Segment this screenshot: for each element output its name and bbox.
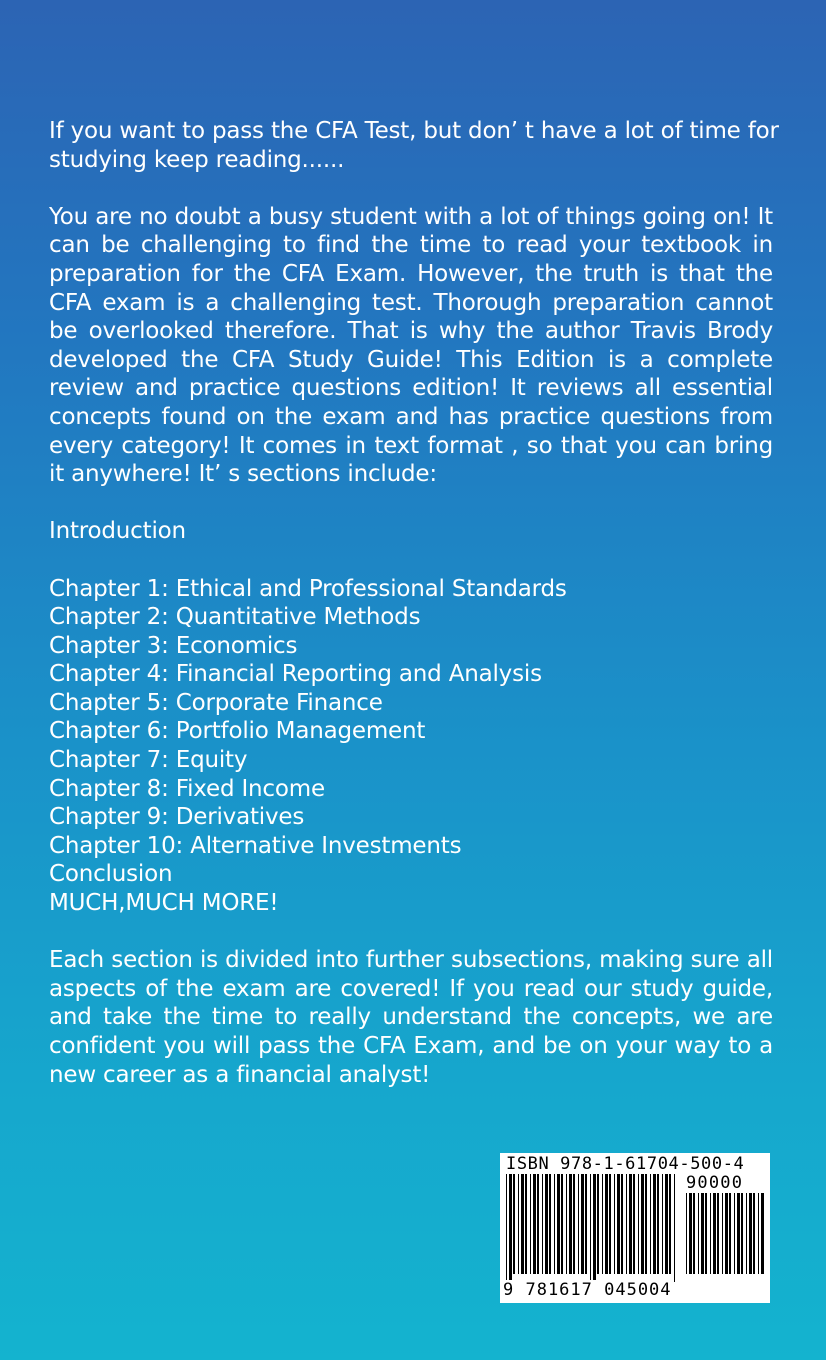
barcode-bar	[705, 1193, 707, 1274]
section-conclusion: Conclusion	[49, 861, 173, 888]
chapter-item: Chapter 10: Alternative Investments	[49, 832, 462, 859]
chapter-item: Chapter 4: Financial Reporting and Analysis	[49, 661, 542, 688]
barcode-bar	[633, 1174, 635, 1274]
barcode-bar	[725, 1193, 728, 1274]
barcode-bar	[561, 1174, 563, 1274]
chapter-item: Chapter 3: Economics	[49, 632, 298, 659]
barcode-bar	[629, 1174, 632, 1274]
closing-paragraph: Each section is divided into further subsections, making sure all aspects of the exam are covered! If you read our study guide, and take the time to really understand the concepts, we are confident you will pass the CFA Exam, and be on your way to a new career as a financial analyst!	[49, 947, 773, 1088]
barcode-bar	[533, 1174, 536, 1274]
back-cover-text	[49, 117, 779, 1089]
barcode-bar	[513, 1174, 515, 1274]
barcode-bar	[578, 1174, 579, 1274]
barcode-bar	[650, 1174, 651, 1274]
isbn-barcode	[500, 1153, 770, 1303]
barcode-bar	[761, 1193, 764, 1274]
barcode-bar	[569, 1174, 572, 1274]
chapter-item: Chapter 1: Ethical and Professional Standards	[49, 575, 567, 602]
barcode-bars	[506, 1174, 676, 1282]
isbn-label: ISBN 978-1-61704-500-4	[506, 1154, 745, 1174]
barcode-bar	[665, 1174, 668, 1274]
barcode-bar	[638, 1174, 639, 1274]
barcode-bar	[734, 1193, 735, 1274]
description-paragraph: You are no doubt a busy student with a lot of things going on! It can be challenging to find the time to read your textbook in preparation for the CFA Exam. However, the truth is that the CFA exam is a challenging test. Thorough preparation cannot be overlooked therefore. That is why the author Travis Brody developed the CFA Study Guide! This Edition is a complete review and practice questions edition! It reviews all essential concepts found on the exam and has practice questions from every category! It comes in text format , so that you can bring it anywhere! It’ s sections include:	[49, 203, 773, 488]
barcode-bar	[686, 1193, 687, 1274]
price-code: 90000	[686, 1173, 744, 1193]
barcode-bar	[717, 1193, 719, 1274]
barcode-bar	[617, 1174, 620, 1274]
barcode-bar	[525, 1174, 527, 1274]
chapter-item: Chapter 6: Portfolio Management	[49, 718, 426, 745]
barcode-bar	[722, 1193, 723, 1274]
barcode-bar	[674, 1174, 675, 1282]
barcode-bar	[710, 1193, 711, 1274]
barcode-bar	[698, 1193, 699, 1274]
barcode-bar	[530, 1174, 531, 1274]
section-more: MUCH,MUCH MORE!	[49, 890, 279, 917]
barcode-bar	[729, 1193, 731, 1274]
barcode-bar	[758, 1193, 759, 1274]
section-introduction: Introduction	[49, 518, 186, 545]
chapter-item: Chapter 5: Corporate Finance	[49, 689, 383, 716]
barcode-bar	[689, 1193, 692, 1274]
intro-line-2: studying keep reading......	[49, 146, 345, 173]
barcode-bar	[669, 1174, 671, 1274]
intro-line-1: If you want to pass the CFA Test, but don’ t have a lot of time for	[49, 118, 779, 144]
barcode-bar	[657, 1174, 659, 1274]
barcode-bar	[518, 1174, 519, 1274]
barcode-addon-bars	[686, 1193, 764, 1282]
chapter-item: Chapter 9: Derivatives	[49, 804, 305, 831]
chapter-item: Chapter 8: Fixed Income	[49, 775, 325, 802]
barcode-bar	[545, 1174, 548, 1274]
barcode-bar	[701, 1193, 704, 1274]
barcode-bar	[737, 1193, 740, 1274]
barcode-bar	[537, 1174, 539, 1274]
barcode-bar	[614, 1174, 615, 1274]
barcode-bar	[597, 1174, 599, 1274]
barcode-bar	[585, 1174, 587, 1274]
barcode-bar	[573, 1174, 575, 1274]
barcode-bar	[549, 1174, 551, 1274]
barcode-bar	[506, 1174, 507, 1282]
barcode-bar	[509, 1174, 512, 1282]
barcode-bar	[581, 1174, 584, 1274]
barcode-bar	[605, 1174, 608, 1274]
barcode-bar	[554, 1174, 555, 1274]
barcode-bar	[593, 1174, 596, 1282]
barcode-bar	[645, 1174, 647, 1274]
chapter-item: Chapter 2: Quantitative Methods	[49, 604, 421, 631]
barcode-bar	[626, 1174, 627, 1274]
barcode-bar	[641, 1174, 644, 1274]
barcode-bar	[609, 1174, 611, 1274]
barcode-bar	[521, 1174, 524, 1274]
barcode-bar	[662, 1174, 663, 1274]
barcode-bar	[713, 1193, 716, 1274]
chapter-item: Chapter 7: Equity	[49, 747, 248, 774]
barcode-bar	[621, 1174, 623, 1274]
ean-digits: 9 781617 045004	[503, 1280, 672, 1300]
barcode-bar	[749, 1193, 752, 1274]
barcode-bar	[741, 1193, 743, 1274]
barcode-bar	[693, 1193, 695, 1274]
barcode-bar	[753, 1193, 755, 1274]
barcode-bar	[557, 1174, 560, 1274]
barcode-bar	[653, 1174, 656, 1274]
barcode-bar	[602, 1174, 603, 1274]
barcode-bar	[542, 1174, 543, 1274]
barcode-bar	[566, 1174, 567, 1274]
barcode-bar	[590, 1174, 591, 1282]
barcode-bar	[746, 1193, 747, 1274]
